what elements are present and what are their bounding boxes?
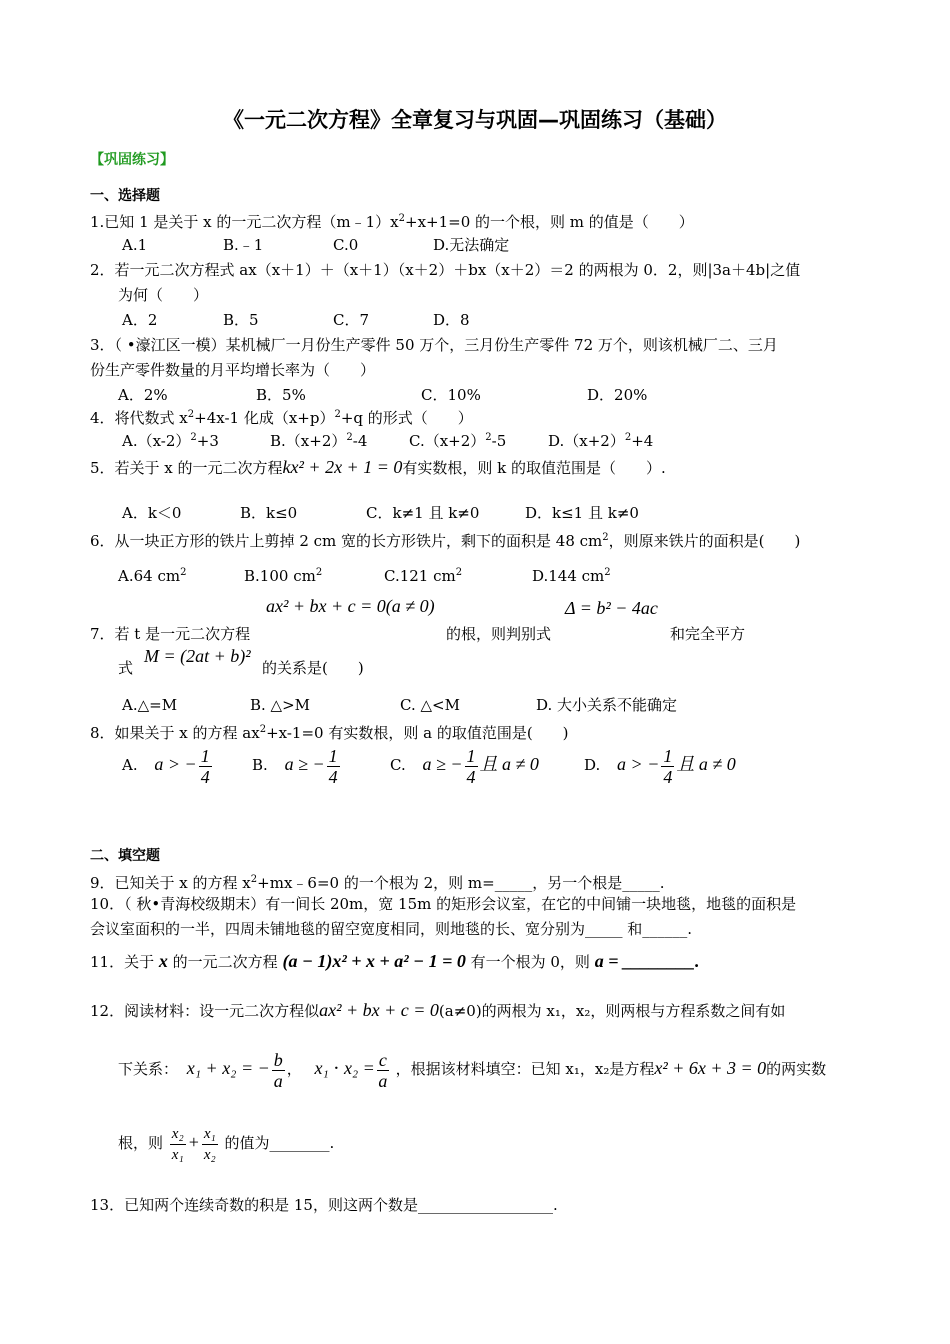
question-12-line1 [90,1000,785,1021]
question-1 [90,209,694,232]
q5-option-b: B．k≤0 [240,504,298,522]
q4-sup2: 2 [334,409,341,420]
question-3-line1: 3．（ •濠江区一模）某机械厂一月份生产零件 50 万个，三月份生产零件 72 万个，则该机械厂二、三月 [90,336,778,354]
q3-option-a: A．2% [118,386,168,404]
q11-variable: x [158,951,168,971]
q9-sup: 2 [250,874,258,885]
q6-option-d: D.144 $cm^2$ [532,567,611,585]
q4-text-mid: +4x-1 化成（x+p） [194,409,335,427]
q12-equation-2: x² + 6x + 3 = 0 [654,1058,767,1078]
question-10-line2: 会议室面积的一半，四周未铺地毯的留空宽度相同，则地毯的长、宽分别为_____ 和______. [90,920,693,938]
q2-option-d: D．8 [433,311,470,329]
q5-option-d: D．k≤1 且 k≠0 [525,504,639,522]
q12-fraction-b-a: $\frac{b}{a}$ [273,1049,283,1091]
q6-text: 6．从一块正方形的铁片上剪掉 2 cm 宽的长方形铁片，剩下的面积是 48 cm [90,532,603,550]
q4-option-a: $A.(x-2)^2+3$ [122,432,219,450]
q1-option-c: C.0 [333,236,359,254]
section-choice-heading: 一、选择题 [90,188,160,204]
question-12-line2: 下关系： x₁ + x₂ = − $\frac{b}{a}$ ， x₁ ⋅ x₂ = $\frac{c}{a}$ ，根据该材料填空：已知 x₁，x₂是方程x² + 6x + 3 = 0的两实数 [118,1049,827,1091]
q6-sup: 2 [602,532,609,543]
q12-line2-post: 的两实数 [766,1060,827,1078]
q1-sup: 2 [398,213,405,224]
q12-text-post: (a≠0)的两根为 x₁，x₂，则两根与方程系数之间有如 [438,1002,786,1020]
q8-option-a: A. a > − $\frac{1}{4}$ [122,745,210,787]
question-7-mid: 的根，则判别式 [446,625,552,643]
q7-equation: ax² + bx + c = 0(a ≠ 0) [266,596,435,616]
question-5 [90,457,666,478]
q8-option-b: B. a ≥ − $\frac{1}{4}$ [252,745,338,787]
question-10-line1: 10．（ 秋•青海校级期末）有一间长 20m，宽 15m 的矩形会议室，在它的中间铺一块地毯，地毯的面积是 [90,895,797,913]
question-7-pre: 7．若 t 是一元二次方程 [90,625,251,643]
q1-option-d: D.无法确定 [433,236,510,254]
q4-sup: 2 [187,409,195,420]
q12-line3-pre: 根，则 [118,1134,164,1152]
q8-option-c: C. a ≥ − $\frac{1}{4}$ 且 a ≠ 0 [390,745,539,787]
q4-text: 4．将代数式 x [90,409,188,427]
question-11 [90,951,699,972]
q8-sup: 2 [259,724,267,735]
q9-text: 9．已知关于 x 的方程 x [90,874,251,892]
q7-option-b: B. △>M [250,696,311,714]
q6-option-b: B.100 $cm^2$ [244,567,323,585]
section-fill-heading: 二、填空题 [90,848,160,864]
q2-option-a: A．2 [122,311,158,329]
q7-option-d: D. 大小关系不能确定 [536,696,678,714]
q8-option-d: D. a > − $\frac{1}{4}$ 且 a ≠ 0 [584,745,736,787]
q5-text: 5．若关于 x 的一元二次方程 [90,459,283,477]
question-2-line1: 2．若一元二次方程式 ax（x＋1）＋（x＋1）（x＋2）＋bx（x＋2）＝2 的两根为 0．2，则|3a＋4b|之值 [90,261,801,279]
q12-line3-post: 的值为________. [224,1134,335,1152]
q2-option-c: C．7 [333,311,370,329]
q3-option-c: C．10% [421,386,481,404]
question-12-line3: 根，则 $\frac{\text{x₂}}{\text{x₁}}$ + $\frac{\text{x₁}}{\text{x₂}}$ 的值为________. [118,1125,335,1163]
question-9 [90,870,664,893]
q12-fraction-x2-x1: $\frac{\text{x₂}}{\text{x₁}}$ [171,1125,184,1163]
q11-equation: (a − 1)x² + x + a² − 1 = 0 [282,951,466,971]
q4-option-d: $D.(x+2)^2+4$ [548,432,654,450]
q1-text: 1.已知 1 是关于 x 的一元二次方程（m﹣1）x [90,213,399,231]
q4-text-post: +q 的形式（ ） [340,409,473,427]
q7-discriminant: Δ = b² − 4ac [565,598,658,618]
q12-line2-pre: 下关系： [118,1060,179,1078]
question-6 [90,528,800,551]
q1-text-post: +x+1=0 的一个根，则 m 的值是（ ） [405,213,694,231]
q12-fraction-c-a: $\frac{c}{a}$ [378,1049,388,1091]
q12-fraction-x1-x2: $\frac{\text{x₁}}{\text{x₂}}$ [203,1125,216,1163]
q1-option-b: B.﹣1 [223,236,264,254]
question-4 [90,405,473,428]
q9-text-post: +mx﹣6=0 的一个根为 2，则 m=_____，另一个根是_____. [257,874,665,892]
question-13: 13．已知两个连续奇数的积是 15，则这两个数是__________________. [90,1196,558,1214]
q8-text-post: +x-1=0 有实数根，则 a 的取值范围是( ) [266,724,569,742]
question-7-line2-post: 的关系是( ) [262,659,364,677]
q12-equation: ax² + bx + c = 0 [319,1000,439,1020]
q7-square-expr: M = (2at + b)² [144,646,251,666]
q6-text-post: ，则原来铁片的面积是( ) [608,532,801,550]
q12-relation-product: x₁ ⋅ x₂ = [314,1058,375,1078]
q11-answer-blank: a = ________. [594,951,700,971]
q8-text: 8．如果关于 x 的方程 ax [90,724,260,742]
question-3-line2: 份生产零件数量的月平均增长率为（ ） [90,361,376,379]
question-8 [90,720,569,743]
section-tag: 【巩固练习】 [90,152,174,168]
page-title: 《一元二次方程》全章复习与巩固—巩固练习（基础） [223,108,727,132]
question-2-line2: 为何（ ） [118,286,209,304]
q5-equation: kx² + 2x + 1 = 0 [282,457,403,477]
q5-option-a: A．k＜0 [122,504,182,522]
q7-option-a: A.△=M [122,696,178,714]
question-7-post: 和完全平方 [670,625,746,643]
q6-option-a: A.64 $cm^2$ [118,567,187,585]
question-7-line2: 式 [118,659,134,677]
q2-option-b: B．5 [223,311,259,329]
q3-option-b: B．5% [256,386,306,404]
q7-option-c: C. △<M [400,696,460,714]
q11-text-mid: 的一元二次方程 [172,953,278,971]
q12-line2-mid: ，根据该材料填空：已知 x₁，x₂是方程 [395,1060,655,1078]
q4-option-c: $C.(x+2)^2-5$ [409,432,507,450]
q5-option-c: C．k≠1 且 k≠0 [366,504,480,522]
q3-option-d: D．20% [587,386,648,404]
q11-text-post: 有一个根为 0，则 [470,953,590,971]
q5-text-post: 有实数根，则 k 的取值范围是（ ）. [402,459,666,477]
q1-option-a: A.1 [122,236,148,254]
q11-text: 11．关于 [90,953,155,971]
q4-option-b: $B.(x+2)^2-4$ [270,432,368,450]
q12-relation-sum: x₁ + x₂ = − [186,1058,270,1078]
q6-option-c: C.121 $cm^2$ [384,567,463,585]
q12-text: 12．阅读材料：设一元二次方程似 [90,1002,320,1020]
